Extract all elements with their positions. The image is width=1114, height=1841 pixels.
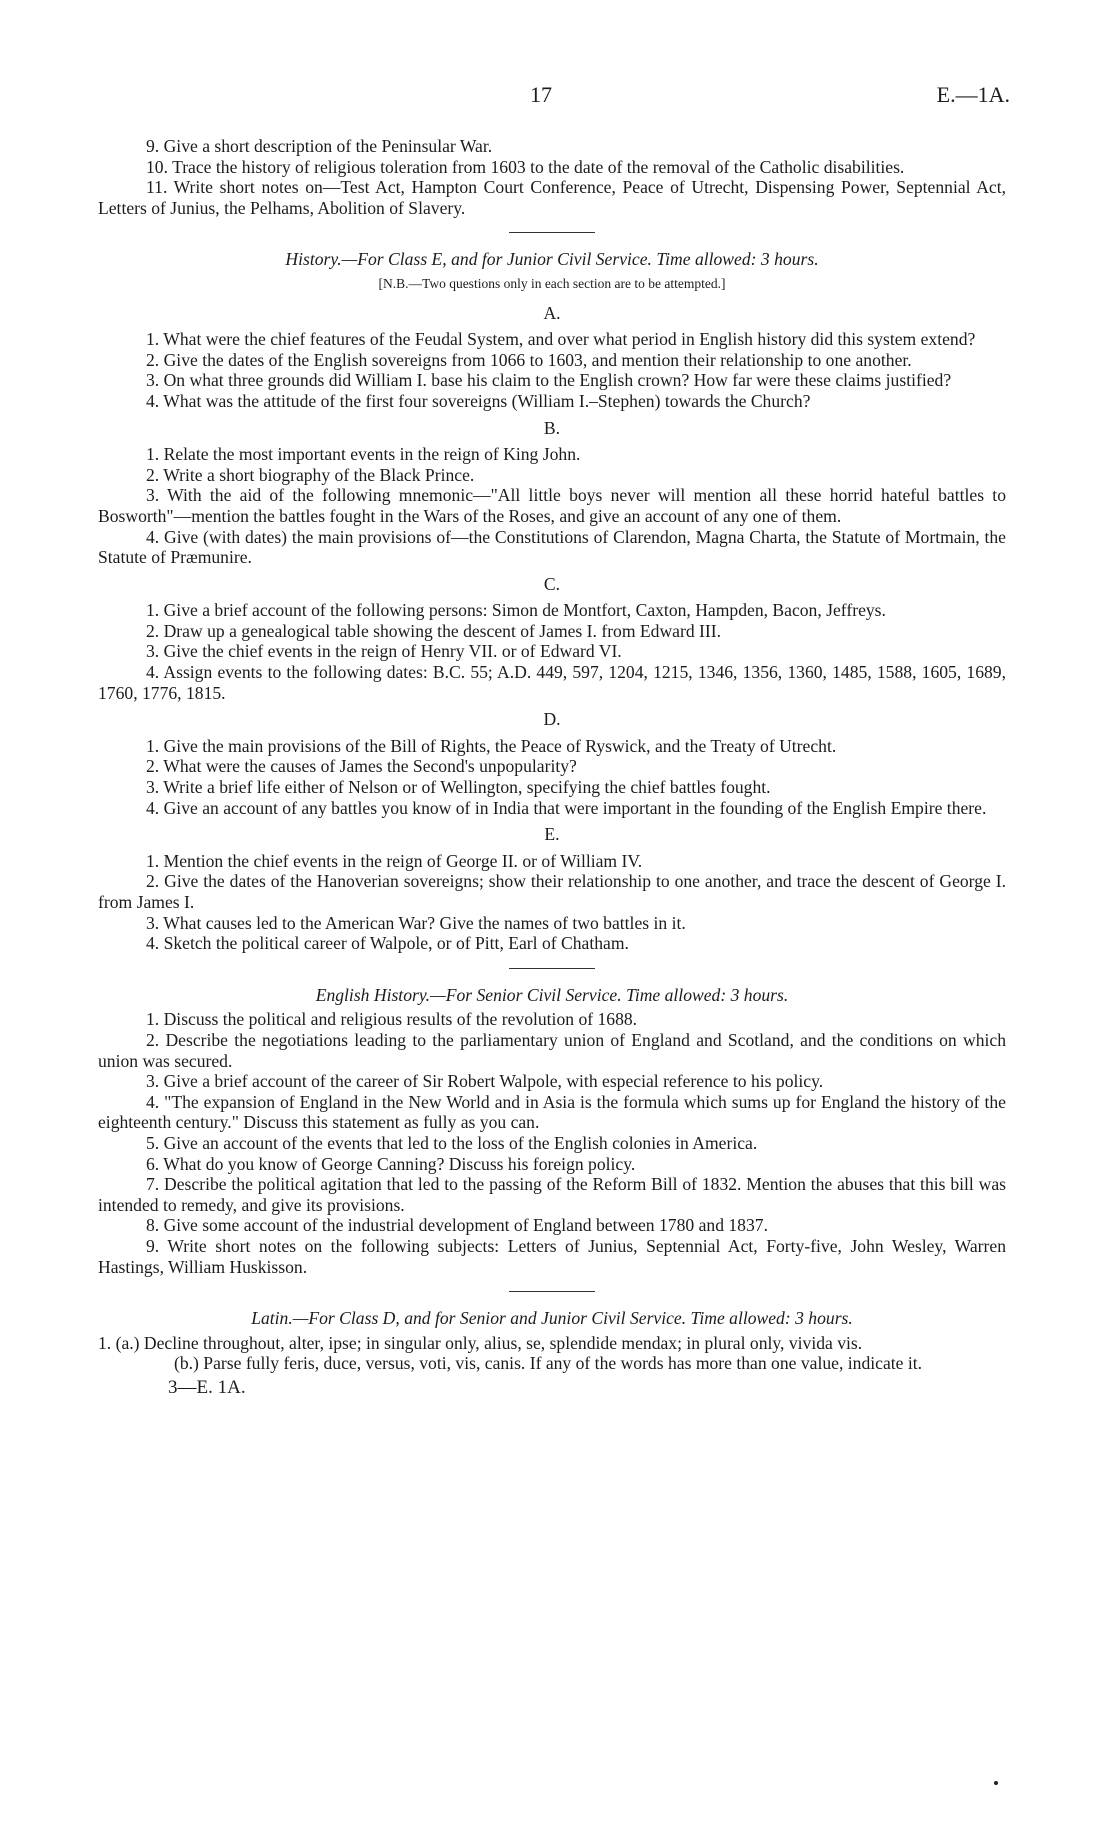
question: 2. Draw up a genealogical table showing the descent of James I. from Edward III. [146,620,722,641]
question: 11. Write short notes on—Test Act, Hampton Court Conference, Peace of Utrecht, Dispensing Power, Septennial Act, Letters of Junius, the Pelhams, Abolition of Slavery. [98,177,1006,218]
paper-note: [N.B.—Two questions only in each section are to be attempted.] [378,275,726,291]
section-a [98,303,1006,412]
question: 1. Relate the most important events in the reign of King John. [146,444,581,465]
document-reference: E.—1A. [936,82,1010,107]
question: 2. Give the dates of the Hanoverian sovereigns; show their relationship to one another, and trace the descent of George I. from James I. [98,871,1006,912]
question: 1. Give the main provisions of the Bill of Rights, the Peace of Ryswick, and the Treaty of Utrecht. [146,735,837,756]
question: 1. What were the chief features of the Feudal System, and over what period in English history did this system extend? [146,329,976,350]
section-d [98,709,1006,818]
question: 2. Write a short biography of the Black Prince. [146,464,475,485]
question: 2. Describe the negotiations leading to the parliamentary union of England and Scotland, and the conditions on which union was secured. [98,1029,1006,1071]
page-content [98,136,1006,1398]
question: 1. Mention the chief events in the reign of George II. or of William IV. [146,850,643,871]
question: 4. Give (with dates) the main provisions of—the Constitutions of Clarendon, Magna Charta, the Statute of Mortmain, the Statute of Præmunire. [98,526,1006,568]
question: 1. Give a brief account of the following persons: Simon de Montfort, Caxton, Hampden, Bacon, Jeffreys. [146,600,886,621]
paper-heading: Latin.—For Class D, and for Senior and Junior Civil Service. Time allowed: 3 hours. [251,1308,853,1329]
question: 1. (a.) Decline throughout, alter, ipse; in singular only, alius, se, splendide mendax; in plural only, vivida vis. [98,1332,863,1353]
section-divider [509,1291,595,1292]
question: 7. Describe the political agitation that led to the passing of the Reform Bill of 1832. Mention the abuses that this bill was intended to remedy, and give its provisions. [98,1174,1006,1215]
question: 3. Give the chief events in the reign of Henry VII. or of Edward VI. [146,641,622,662]
section-label: D. [543,709,561,730]
section-divider [509,968,595,969]
history-junior-paper [98,249,1006,953]
question: 6. What do you know of George Canning? Discuss his foreign policy. [146,1153,636,1174]
question: 3. What causes led to the American War? Give the names of two battles in it. [146,912,686,933]
question: 2. Give the dates of the English sovereigns from 1066 to 1603, and mention their relationship to one another. [146,349,912,370]
continued-questions [98,136,1006,218]
paper-heading: English History.—For Senior Civil Service. Time allowed: 3 hours. [315,984,789,1005]
question: 4. Assign events to the following dates: B.C. 55; A.D. 449, 597, 1204, 1215, 1346, 1356, 1360, 1485, 1588, 1605, 1689, 1760, 1776, 1815. [98,662,1006,703]
question: 3. Write a brief life either of Nelson or of Wellington, specifying the chief battles fought. [146,777,771,798]
section-c [98,574,1006,704]
question: 3. With the aid of the following mnemonic—"All little boys never will mention all these horrid hateful battles to Bosworth"—mention the battles fought in the Wars of the Roses, and give an account of any one of them. [98,485,1006,526]
question: 8. Give some account of the industrial development of England between 1780 and 1837. [146,1215,768,1236]
section-label: C. [543,573,561,594]
section-b [98,418,1006,568]
question: 2. What were the causes of James the Second's unpopularity? [146,756,577,777]
section-label: B. [543,417,561,438]
question: 4. Give an account of any battles you know of in India that were important in the founding of the English Empire there. [146,797,987,818]
section-label: A. [543,302,561,323]
english-history-senior-paper [98,985,1006,1277]
section-divider [509,232,595,233]
question: 10. Trace the history of religious toleration from 1603 to the date of the removal of the Catholic disabilities. [146,156,905,177]
question: (b.) Parse fully feris, duce, versus, voti, vis, canis. If any of the words has more than one value, indicate it. [174,1353,923,1374]
question: 4. What was the attitude of the first four sovereigns (William I.–Stephen) towards the Church? [146,390,811,411]
page-header [0,82,1114,112]
signature-mark: 3—E. 1A. [168,1376,246,1398]
question: 9. Give a short description of the Peninsular War. [146,136,493,156]
section-label: E. [544,824,560,845]
question: 5. Give an account of the events that led to the loss of the English colonies in America. [146,1132,758,1153]
latin-paper [98,1308,1006,1374]
question: 4. Sketch the political career of Walpole, or of Pitt, Earl of Chatham. [146,933,629,954]
question: 3. Give a brief account of the career of Sir Robert Walpole, with especial reference to his policy. [146,1071,824,1092]
section-e [98,824,1006,954]
paper-heading: History.—For Class E, and for Junior Civil Service. Time allowed: 3 hours. [285,249,819,270]
question: 4. "The expansion of England in the New World and in Asia is the formula which sums up for England the history of the eighteenth century." Discuss this statement as fully as you can. [98,1091,1006,1133]
question: 3. On what three grounds did William I. base his claim to the English crown? How far were these claims justified? [146,370,952,391]
page-number: 17 [530,82,552,107]
question: 9. Write short notes on the following subjects: Letters of Junius, Septennial Act, Forty-five, John Wesley, Warren Hastings, William Huskisson. [98,1235,1006,1277]
question: 1. Discuss the political and religious results of the revolution of 1688. [146,1009,638,1030]
stray-mark [994,1781,998,1785]
